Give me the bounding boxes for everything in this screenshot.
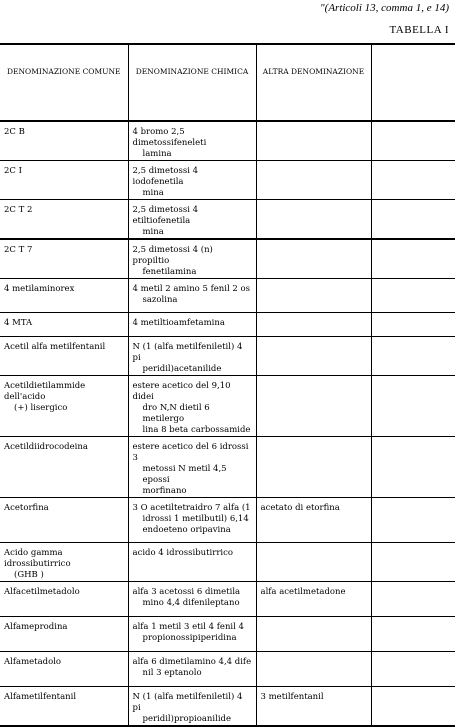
cell-denominazione-chimica-line: 4 metiltioamfetamina [132, 318, 225, 328]
table-row [0, 313, 455, 337]
cell-altra-denominazione [256, 617, 371, 652]
cell-denominazione-comune [0, 498, 128, 543]
cell-empty [371, 652, 455, 687]
table-title: TABELLA I [389, 24, 449, 36]
cell-denominazione-chimica [128, 376, 256, 437]
cell-denominazione-comune-text: 2C B [4, 127, 25, 137]
table-row [0, 337, 455, 376]
cell-denominazione-chimica-line: fenetilamina [142, 267, 197, 277]
cell-denominazione-chimica-line: mina [142, 188, 164, 198]
cell-denominazione-comune [0, 617, 128, 652]
cell-denominazione-comune [0, 437, 128, 498]
table-row [0, 376, 455, 437]
cell-denominazione-chimica [128, 652, 256, 687]
cell-denominazione-chimica-line: N (1 (alfa metilfeniletil) 4 pi [132, 342, 243, 363]
cell-denominazione-comune [0, 200, 128, 240]
cell-denominazione-chimica-line: 4 bromo 2,5 dimetossifeneleti [132, 127, 207, 148]
cell-denominazione-comune [0, 279, 128, 313]
cell-altra-denominazione-text: 3 metilfentanil [260, 692, 324, 702]
cell-empty [371, 687, 455, 727]
column-header-chimica: DENOMINAZIONE CHIMICA [128, 44, 256, 121]
cell-denominazione-comune [0, 161, 128, 200]
cell-denominazione-chimica-line: alfa 6 dimetilamino 4,4 dife [132, 657, 252, 667]
cell-denominazione-chimica [128, 313, 256, 337]
cell-denominazione-chimica-line: estere acetico del 9,10 didei [132, 381, 231, 402]
cell-altra-denominazione [256, 437, 371, 498]
cell-altra-denominazione [256, 652, 371, 687]
cell-denominazione-chimica-line: morfinano [142, 486, 187, 496]
cell-denominazione-chimica [128, 498, 256, 543]
cell-empty [371, 200, 455, 240]
column-header-comune: DENOMINAZIONE COMUNE [0, 44, 128, 121]
column-header-empty [371, 44, 455, 121]
cell-altra-denominazione [256, 376, 371, 437]
cell-denominazione-comune [0, 582, 128, 617]
cell-altra-denominazione [256, 687, 371, 727]
cell-denominazione-chimica-line: 3 O acetiltetraidro 7 alfa (1 [132, 503, 251, 513]
cell-denominazione-comune-text: 4 MTA [4, 318, 33, 328]
cell-denominazione-chimica-line: 2,5 dimetossi 4 etiltiofenetila [132, 205, 199, 226]
cell-denominazione-comune-text: Alfacetilmetadolo [4, 587, 80, 597]
cell-denominazione-comune-text: 2C T 7 [4, 245, 33, 255]
cell-denominazione-comune-text: Alfameprodina [4, 622, 68, 632]
cell-denominazione-chimica-line: sazolina [142, 295, 178, 305]
cell-denominazione-comune-text: 2C I [4, 166, 22, 176]
cell-empty [371, 376, 455, 437]
cell-denominazione-comune-text: 4 metilaminorex [4, 284, 75, 294]
column-header-altra: ALTRA DENOMINAZIONE [256, 44, 371, 121]
cell-denominazione-comune-line: (+) lisergico [14, 403, 68, 413]
cell-denominazione-chimica-line: 4 metil 2 amino 5 fenil 2 os [132, 284, 250, 294]
cell-denominazione-chimica [128, 200, 256, 240]
cell-denominazione-chimica [128, 337, 256, 376]
table-row [0, 687, 455, 727]
cell-denominazione-chimica-line: endoeteno oripavina [142, 525, 231, 535]
cell-empty [371, 543, 455, 582]
cell-denominazione-comune [0, 337, 128, 376]
table-row [0, 200, 455, 240]
cell-denominazione-chimica-line: idrossi 1 metilbutil) 6,14 [142, 514, 249, 524]
table-row [0, 161, 455, 200]
cell-altra-denominazione [256, 161, 371, 200]
table-row [0, 239, 455, 279]
cell-denominazione-chimica [128, 437, 256, 498]
cell-empty [371, 582, 455, 617]
cell-altra-denominazione [256, 337, 371, 376]
cell-denominazione-chimica [128, 543, 256, 582]
table-row [0, 498, 455, 543]
cell-altra-denominazione [256, 239, 371, 279]
cell-denominazione-comune-text: Acetildiidrocodeina [4, 442, 88, 452]
cell-denominazione-comune-line: Acido gamma idrossibutirrico [4, 548, 71, 569]
cell-denominazione-chimica-line: peridil)acetanilide [142, 364, 222, 374]
cell-denominazione-chimica [128, 121, 256, 161]
cell-empty [371, 239, 455, 279]
cell-denominazione-comune-text: Acetil alfa metilfentanil [4, 342, 106, 352]
cell-denominazione-chimica [128, 239, 256, 279]
cell-denominazione-comune-text: Alfametadolo [4, 657, 62, 667]
cell-denominazione-chimica-line: metossi N metil 4,5 epossi [142, 464, 227, 485]
cell-denominazione-comune-line: Acetildietilammide dell'acido [4, 381, 86, 402]
cell-altra-denominazione [256, 582, 371, 617]
cell-denominazione-comune-line: (GHB ) [14, 570, 44, 580]
cell-denominazione-chimica-line: lina 8 beta carbossamide [142, 425, 251, 435]
cell-denominazione-chimica [128, 582, 256, 617]
cell-denominazione-chimica-line: acido 4 idrossibutirrico [132, 548, 233, 558]
cell-denominazione-chimica [128, 161, 256, 200]
substances-table [0, 43, 455, 727]
cell-denominazione-comune [0, 687, 128, 727]
cell-denominazione-chimica-line: mina [142, 227, 164, 237]
table-row [0, 543, 455, 582]
cell-altra-denominazione [256, 498, 371, 543]
table-row [0, 437, 455, 498]
cell-denominazione-comune [0, 239, 128, 279]
cell-denominazione-chimica-line: nil 3 eptanolo [142, 668, 202, 678]
table-row [0, 121, 455, 161]
cell-denominazione-chimica [128, 617, 256, 652]
cell-denominazione-comune [0, 543, 128, 582]
cell-denominazione-chimica-line: estere acetico del 6 idrossi 3 [132, 442, 249, 463]
cell-denominazione-comune-text: Acetorfina [4, 503, 49, 513]
table-row [0, 652, 455, 687]
cell-empty [371, 617, 455, 652]
cell-altra-denominazione-text: acetato di etorfina [260, 503, 340, 513]
cell-altra-denominazione [256, 313, 371, 337]
cell-empty [371, 161, 455, 200]
cell-denominazione-chimica-line: lamina [142, 149, 172, 159]
cell-altra-denominazione [256, 279, 371, 313]
cell-denominazione-chimica-line: propionossipiperidina [142, 633, 237, 643]
cell-empty [371, 498, 455, 543]
table-row [0, 617, 455, 652]
cell-denominazione-chimica-line: peridil)propioanilide [142, 714, 232, 724]
cell-denominazione-chimica-line: mino 4,4 difenileptano [142, 598, 240, 608]
cell-denominazione-comune [0, 376, 128, 437]
cell-denominazione-chimica-line: alfa 3 acetossi 6 dimetila [132, 587, 241, 597]
cell-empty [371, 337, 455, 376]
cell-denominazione-chimica-line: alfa 1 metil 3 etil 4 fenil 4 [132, 622, 244, 632]
cell-denominazione-chimica-line: 2,5 dimetossi 4 iodofenetila [132, 166, 199, 187]
cell-altra-denominazione [256, 200, 371, 240]
cell-empty [371, 279, 455, 313]
table-row [0, 582, 455, 617]
cell-altra-denominazione-text: alfa acetilmetadone [260, 587, 346, 597]
cell-empty [371, 121, 455, 161]
cell-altra-denominazione [256, 543, 371, 582]
cell-denominazione-comune-text: Alfametilfentanil [4, 692, 77, 702]
cell-denominazione-chimica-line: N (1 (alfa metilfeniletil) 4 pi [132, 692, 243, 713]
cell-denominazione-chimica-line: 2,5 dimetossi 4 (n) propiltio [132, 245, 213, 266]
article-reference: "(Articoli 13, comma 1, e 14) [320, 2, 449, 14]
cell-empty [371, 437, 455, 498]
cell-denominazione-comune-text: 2C T 2 [4, 205, 33, 215]
cell-denominazione-chimica [128, 279, 256, 313]
cell-denominazione-chimica [128, 687, 256, 727]
cell-denominazione-comune [0, 313, 128, 337]
table-header-row [0, 44, 455, 121]
table-row [0, 279, 455, 313]
cell-altra-denominazione [256, 121, 371, 161]
cell-denominazione-comune [0, 121, 128, 161]
cell-denominazione-comune [0, 652, 128, 687]
cell-empty [371, 313, 455, 337]
cell-denominazione-chimica-line: dro N,N dietil 6 metilergo [142, 403, 210, 424]
